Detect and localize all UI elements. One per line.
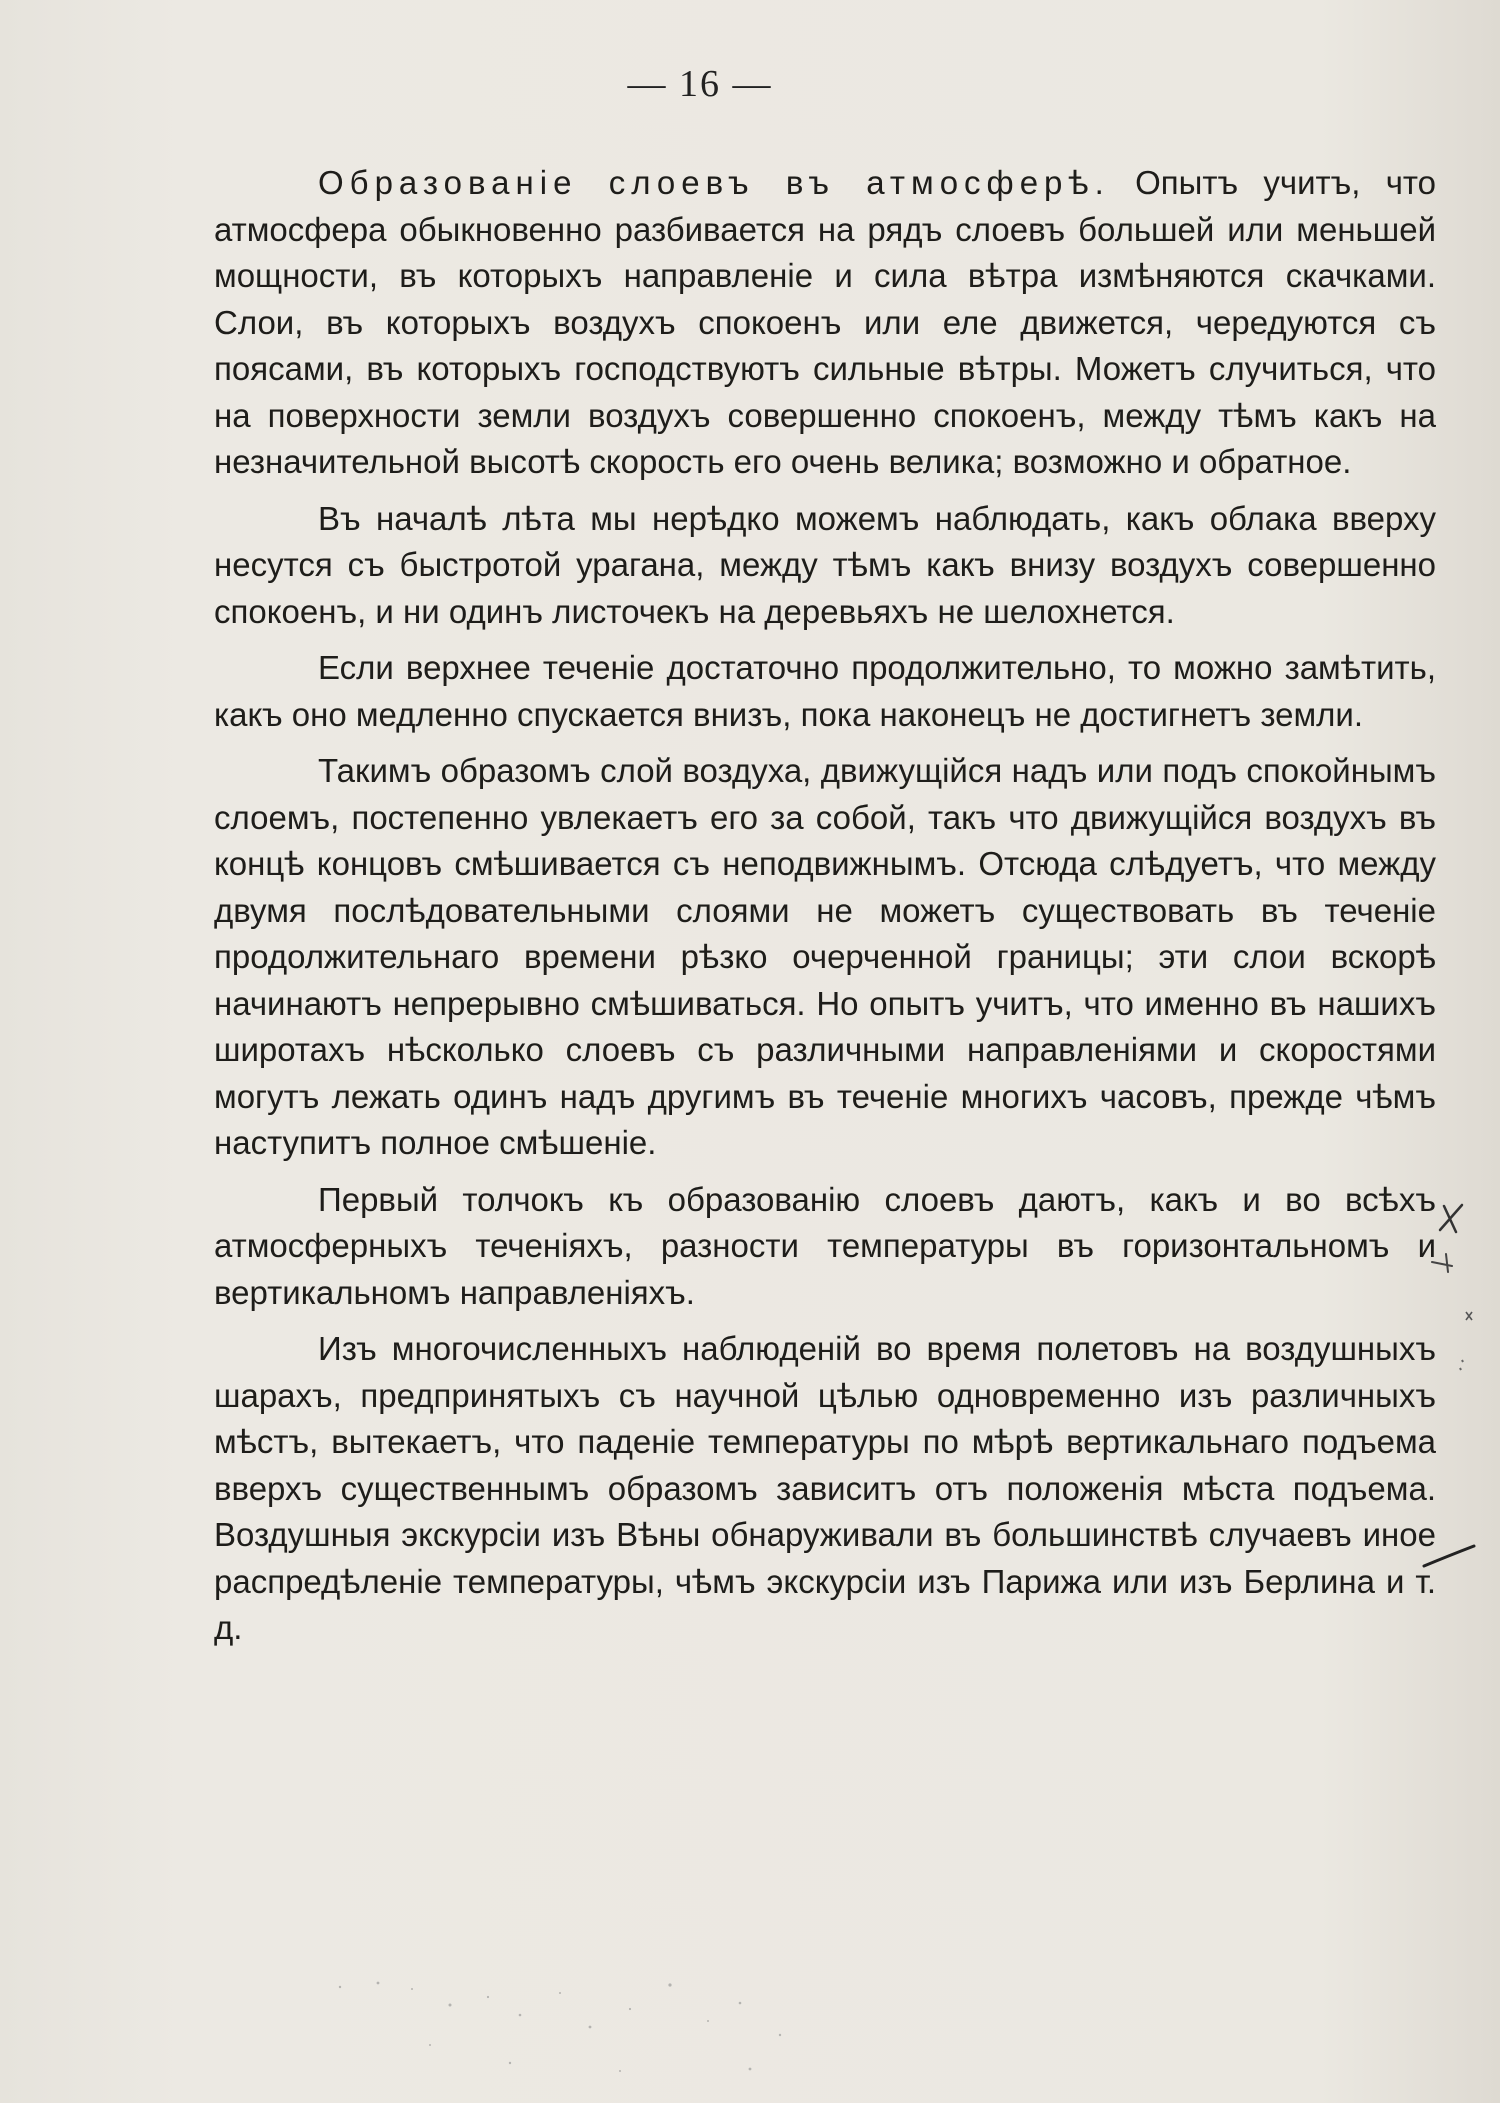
pencil-dots: [1460, 1360, 1463, 1370]
paragraph-5: Первый толчокъ къ образованію слоевъ даютъ, какъ и во всѣхъ атмосферныхъ теченіяхъ, разности температуры въ горизонтальномъ и вертикальномъ направленіяхъ.: [214, 1180, 1436, 1311]
section-heading: Образованіе слоевъ въ атмосферѣ.: [318, 164, 1110, 201]
paragraph-6: Изъ многочисленныхъ наблюденій во время полетовъ на воздушныхъ шарахъ, предпринятыхъ съ научной цѣлью одновременно изъ различныхъ мѣстъ, вытекаетъ, что паденіе температуры по мѣрѣ вертикальнаго подъема вверхъ существеннымъ образомъ зависитъ отъ положенія мѣста подъема. Воздушныя экскурсіи изъ Вѣны обнаруживали въ большинствѣ случаевъ иное распредѣленіе температуры, чѣмъ экскурсіи изъ Парижа или изъ Берлина и т. д.: [214, 1330, 1436, 1646]
pencil-small-x: [1466, 1312, 1472, 1320]
paragraph-1: [214, 160, 1436, 486]
pencil-underline-stroke: [1424, 1546, 1474, 1566]
paragraph-1-text: Опытъ учитъ, что атмосфера обыкновенно разбивается на рядъ слоевъ большей или меньшей мощности, въ которыхъ направленіе и сила вѣтра измѣняются скачками. Слои, въ которыхъ воздухъ спокоенъ или еле движется, чередуются съ поясами, въ которыхъ господствуютъ сильные вѣтры. Можетъ случиться, что на поверхности земли воздухъ совершенно спокоенъ, между тѣмъ какъ на незначительной высотѣ скорость его очень велика; возможно и обратное.: [214, 164, 1436, 480]
page-number: — 16 —: [627, 63, 773, 105]
pencil-tick-mark: [1432, 1254, 1452, 1272]
body-text: [214, 160, 1436, 1662]
paragraph-3: Если верхнее теченіе достаточно продолжительно, то можно замѣтить, какъ оно медленно спускается внизъ, пока наконецъ не достигнетъ земли.: [214, 649, 1436, 733]
paragraph-2: Въ началѣ лѣта мы нерѣдко можемъ наблюдать, какъ облака вверху несутся съ быстротой урагана, между тѣмъ какъ внизу воздухъ совершенно спокоенъ, и ни одинъ листочекъ на деревьяхъ не шелохнется.: [214, 499, 1436, 630]
margin-pencil-marks: [1422, 1200, 1482, 1580]
pencil-cross-mark: [1440, 1205, 1462, 1232]
paper-specks: [320, 1975, 840, 2085]
paragraph-4: Такимъ образомъ слой воздуха, движущійся надъ или подъ спокойнымъ слоемъ, постепенно увлекаетъ его за собой, такъ что движущійся воздухъ въ концѣ концовъ смѣшивается съ неподвижнымъ. Отсюда слѣдуетъ, что между двумя послѣдовательными слоями не можетъ существовать въ теченіе продолжительнаго времени рѣзко очерченной границы; эти слои вскорѣ начинаютъ непрерывно смѣшиваться. Но опытъ учитъ, что именно въ нашихъ широтахъ нѣсколько слоевъ съ различными направленіями и скоростями могутъ лежать одинъ надъ другимъ въ теченіе многихъ часовъ, прежде чѣмъ наступитъ полное смѣшеніе.: [214, 752, 1436, 1161]
